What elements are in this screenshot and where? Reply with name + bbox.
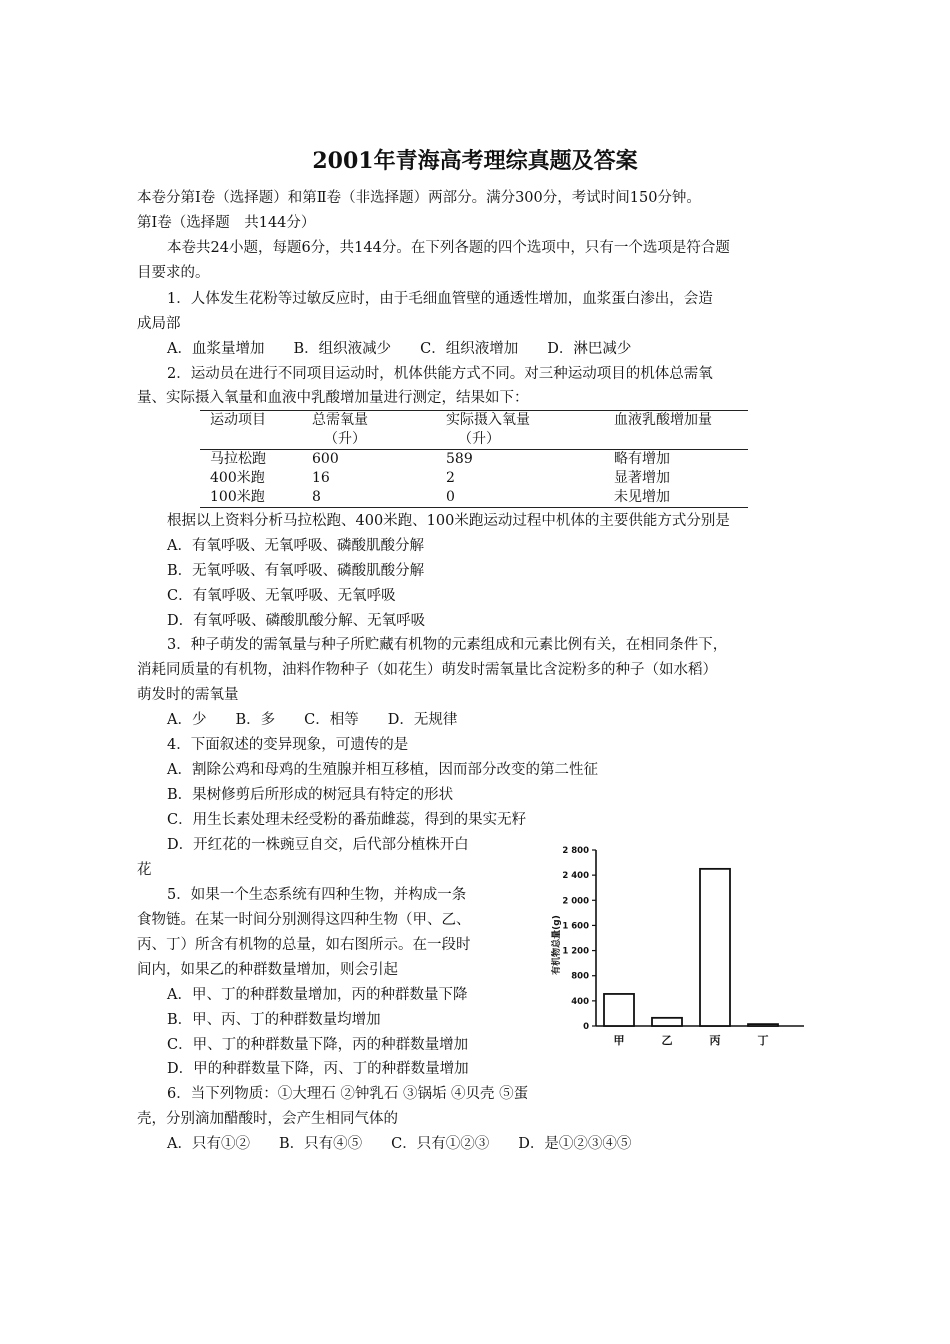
chart-x-tick-label: 乙 (661, 1034, 673, 1047)
q5-stem-line1: 5．如果一个生态系统有四种生物，并构成一条 (167, 887, 467, 903)
chart-y-tick-label: 2 000 (562, 896, 589, 907)
q3-stem-line3: 萌发时的需氧量 (137, 687, 239, 703)
q4-option-a: A．割除公鸡和母鸡的生殖腺并相互移植，因而部分改变的第二性征 (167, 762, 598, 778)
table-row (200, 469, 748, 488)
chart-y-tick-label: 400 (571, 996, 589, 1007)
table-cell: 略有增加 (614, 451, 670, 467)
q1-stem-line1: 1．人体发生花粉等过敏反应时，由于毛细血管壁的通透性增加，血浆蛋白渗出，会造 (167, 291, 713, 307)
table-cell: 8 (312, 489, 321, 505)
q2-stem-line2: 量、实际摄入氧量和血液中乳酸增加量进行测定，结果如下： (137, 390, 529, 406)
chart-y-tick-label: 1 600 (562, 921, 589, 932)
chart-y-axis-label: 有机物总量(g) (552, 915, 562, 975)
table-row (200, 488, 748, 508)
q2-option-b: B．无氧呼吸、有氧呼吸、磷酸肌酸分解 (167, 563, 425, 579)
table-cell: 16 (312, 470, 330, 486)
page-title: 2001年青海高考理综真题及答案 (312, 148, 638, 174)
table-cell: 未见增加 (614, 489, 670, 505)
chart-x-tick-label: 丙 (709, 1034, 721, 1047)
chart-y-tick-label: 800 (571, 971, 589, 982)
chart-bar (604, 994, 634, 1026)
table-header-cell: 血液乳酸增加量 (614, 412, 712, 428)
q1-stem-line2: 成局部 (137, 316, 181, 332)
q5-option-a: A．甲、丁的种群数量增加，丙的种群数量下降 (167, 987, 468, 1003)
q2-option-d: D．有氧呼吸、磷酸肌酸分解、无氧呼吸 (167, 613, 426, 629)
q4-option-d: D．开红花的一株豌豆自交，后代部分植株开白 (167, 837, 469, 853)
part1-desc-line1: 本卷共24小题，每题6分，共144分。在下列各题的四个选项中，只有一个选项是符合题 (167, 240, 730, 256)
q6-options: A．只有①② B．只有④⑤ C．只有①②③ D．是①②③④⑤ (167, 1136, 632, 1152)
q5-option-d: D．甲的种群数量下降，丙、丁的种群数量增加 (167, 1061, 469, 1077)
table-header-row (200, 411, 748, 450)
chart-y-tick-label: 2 800 (562, 846, 589, 856)
q5-stem-line3: 丙、丁）所含有机物的总量，如右图所示。在一段时 (137, 937, 471, 953)
q5-stem-line4: 间内，如果乙的种群数量增加，则会引起 (137, 962, 398, 978)
chart-bar (700, 869, 730, 1026)
q1-options: A．血浆量增加 B．组织液减少 C．组织液增加 D．淋巴减少 (167, 341, 632, 357)
q2-stem-line1: 2．运动员在进行不同项目运动时，机体供能方式不同。对三种运动项目的机体总需氧 (167, 366, 713, 382)
table-cell: 600 (312, 451, 339, 467)
chart-y-tick-label: 2 400 (562, 871, 589, 882)
chart-x-tick-label: 丁 (757, 1034, 769, 1047)
q4-stem: 4．下面叙述的变异现象，可遗传的是 (167, 737, 409, 753)
q2-option-a: A．有氧呼吸、无氧呼吸、磷酸肌酸分解 (167, 538, 424, 554)
table-header-cell: 实际摄入氧量 （升） (446, 412, 530, 447)
chart-x-tick-label: 甲 (613, 1034, 625, 1047)
table-cell: 2 (446, 470, 455, 486)
intro-text: 本卷分第Ⅰ卷（选择题）和第Ⅱ卷（非选择题）两部分。满分300分，考试时间150分钟。 (137, 190, 701, 206)
table-cell: 马拉松跑 (210, 451, 266, 467)
table-cell: 100米跑 (210, 489, 265, 505)
chart-bar (652, 1018, 682, 1026)
q4-option-b: B．果树修剪后所形成的树冠具有特定的形状 (167, 787, 454, 803)
q5-option-b: B．甲、丙、丁的种群数量均增加 (167, 1012, 381, 1028)
q2-data-table (200, 410, 748, 508)
q5-stem-line2: 食物链。在某一时间分别测得这四种生物（甲、乙、 (137, 912, 471, 928)
table-cell: 400米跑 (210, 470, 265, 486)
table-cell: 0 (446, 489, 455, 505)
q4-option-c: C．用生长素处理未经受粉的番茄雌蕊，得到的果实无籽 (167, 812, 527, 828)
q3-stem-line2: 消耗同质量的有机物，油料作物种子（如花生）萌发时需氧量比含淀粉多的种子（如水稻） (137, 662, 717, 678)
table-cell: 显著增加 (614, 470, 670, 486)
q5-bar-chart (530, 836, 820, 1051)
q6-stem-line1: 6．当下列物质：①大理石 ②钟乳石 ③锅垢 ④贝壳 ⑤蛋 (167, 1086, 529, 1102)
chart-y-tick-label: 1 200 (562, 946, 589, 957)
table-cell: 589 (446, 451, 473, 467)
table-row (200, 450, 748, 470)
chart-bar (748, 1024, 778, 1026)
part1-desc-line2: 目要求的。 (137, 265, 210, 281)
q3-stem-line1: 3．种子萌发的需氧量与种子所贮藏有机物的元素组成和元素比例有关，在相同条件下， (167, 637, 728, 653)
q2-option-c: C．有氧呼吸、无氧呼吸、无氧呼吸 (167, 588, 396, 604)
table-header-cell: 运动项目 (210, 412, 266, 428)
q3-options: A．少 B．多 C．相等 D．无规律 (167, 712, 458, 728)
chart-y-tick-label: 0 (583, 1022, 589, 1032)
q2-question: 根据以上资料分析马拉松跑、400米跑、100米跑运动过程中机体的主要供能方式分别是 (167, 513, 730, 529)
part1-heading: 第Ⅰ卷（选择题 共144分） (137, 215, 316, 231)
q6-stem-line2: 壳，分别滴加醋酸时，会产生相同气体的 (137, 1111, 398, 1127)
table-header-cell: 总需氧量 （升） (312, 412, 368, 447)
q4-option-d-cont: 花 (137, 862, 152, 878)
q5-option-c: C．甲、丁的种群数量下降，丙的种群数量增加 (167, 1037, 469, 1053)
